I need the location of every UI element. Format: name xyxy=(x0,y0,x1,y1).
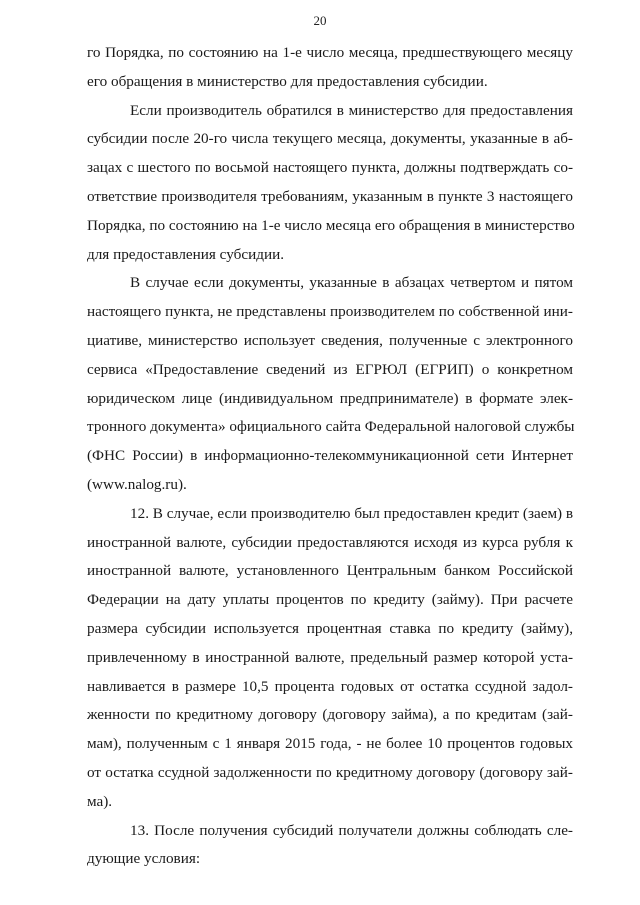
text-line: тронного документа» официального сайта Федеральной налоговой службы xyxy=(87,418,575,436)
paragraph-p1 xyxy=(87,39,573,97)
text-line: го Порядка, по состоянию на 1-е число месяца, предшествующего месяцу xyxy=(87,44,573,61)
text-line: ма). xyxy=(87,792,113,810)
text-line: иностранной валюте, установленного Центральным банком Российской xyxy=(87,562,573,580)
text-line: циативе, министерство использует сведения, полученные с электронного xyxy=(87,331,573,349)
text-line: Федерации на дату уплаты процентов по кредиту (займу). При расчете xyxy=(87,591,573,609)
text-line: Если производитель обратился в министерство для предоставления xyxy=(130,101,573,119)
text-line: мам), полученным с 1 января 2015 года, - не более 10 процентов годовых xyxy=(87,735,573,753)
text-line: В случае если документы, указанные в абзацах четвертом и пятом xyxy=(130,274,573,292)
text-line: настоящего пункта, не представлены производителем по собственной ини- xyxy=(87,303,573,321)
document-body xyxy=(87,39,573,874)
text-line: для предоставления субсидии. xyxy=(87,245,284,263)
text-line: субсидии после 20-го числа текущего месяца, документы, указанные в аб- xyxy=(87,130,573,148)
text-line: 12. В случае, если производителю был предоставлен кредит (заем) в xyxy=(130,504,574,522)
text-line: иностранной валюте, субсидии предоставляются исходя из курса рубля к xyxy=(87,533,573,551)
text-line: женности по кредитному договору (договору займа), а по кредитам (зай- xyxy=(87,706,573,724)
text-line: юридическом лице (индивидуальном предпринимателе) в формате элек- xyxy=(87,389,573,407)
text-line: навливается в размере 10,5 процента годовых от остатка ссудной задол- xyxy=(87,677,573,695)
paragraph-p5 xyxy=(87,817,573,875)
text-line: сервиса «Предоставление сведений из ЕГРЮЛ (ЕГРИП) о конкретном xyxy=(87,360,573,378)
text-line: привлеченному в иностранной валюте, предельный размер которой уста- xyxy=(87,648,573,666)
text-line: (www.nalog.ru). xyxy=(87,475,187,493)
text-line: зацах с шестого по восьмой настоящего пункта, должны подтверждать со- xyxy=(87,159,573,177)
text-line: ответствие производителя требованиям, указанным в пункте 3 настоящего xyxy=(87,187,573,205)
paragraph-p4 xyxy=(87,500,573,817)
text-line: (ФНС России) в информационно-телекоммуникационной сети Интернет xyxy=(87,447,573,465)
text-line: его обращения в министерство для предоставления субсидии. xyxy=(87,72,488,90)
text-line: 13. После получения субсидий получатели должны соблюдать сле- xyxy=(130,821,573,839)
paragraph-p2 xyxy=(87,97,573,270)
paragraph-p3 xyxy=(87,269,573,499)
text-line: размера субсидии используется процентная ставка по кредиту (займу), xyxy=(87,619,573,637)
text-line: Порядка, по состоянию на 1-е число месяца его обращения в министерство xyxy=(87,216,575,234)
text-line: от остатка ссудной задолженности по кредитному договору (договору зай- xyxy=(87,763,573,781)
text-line: дующие условия: xyxy=(87,850,201,868)
page-number: 20 xyxy=(313,13,327,28)
